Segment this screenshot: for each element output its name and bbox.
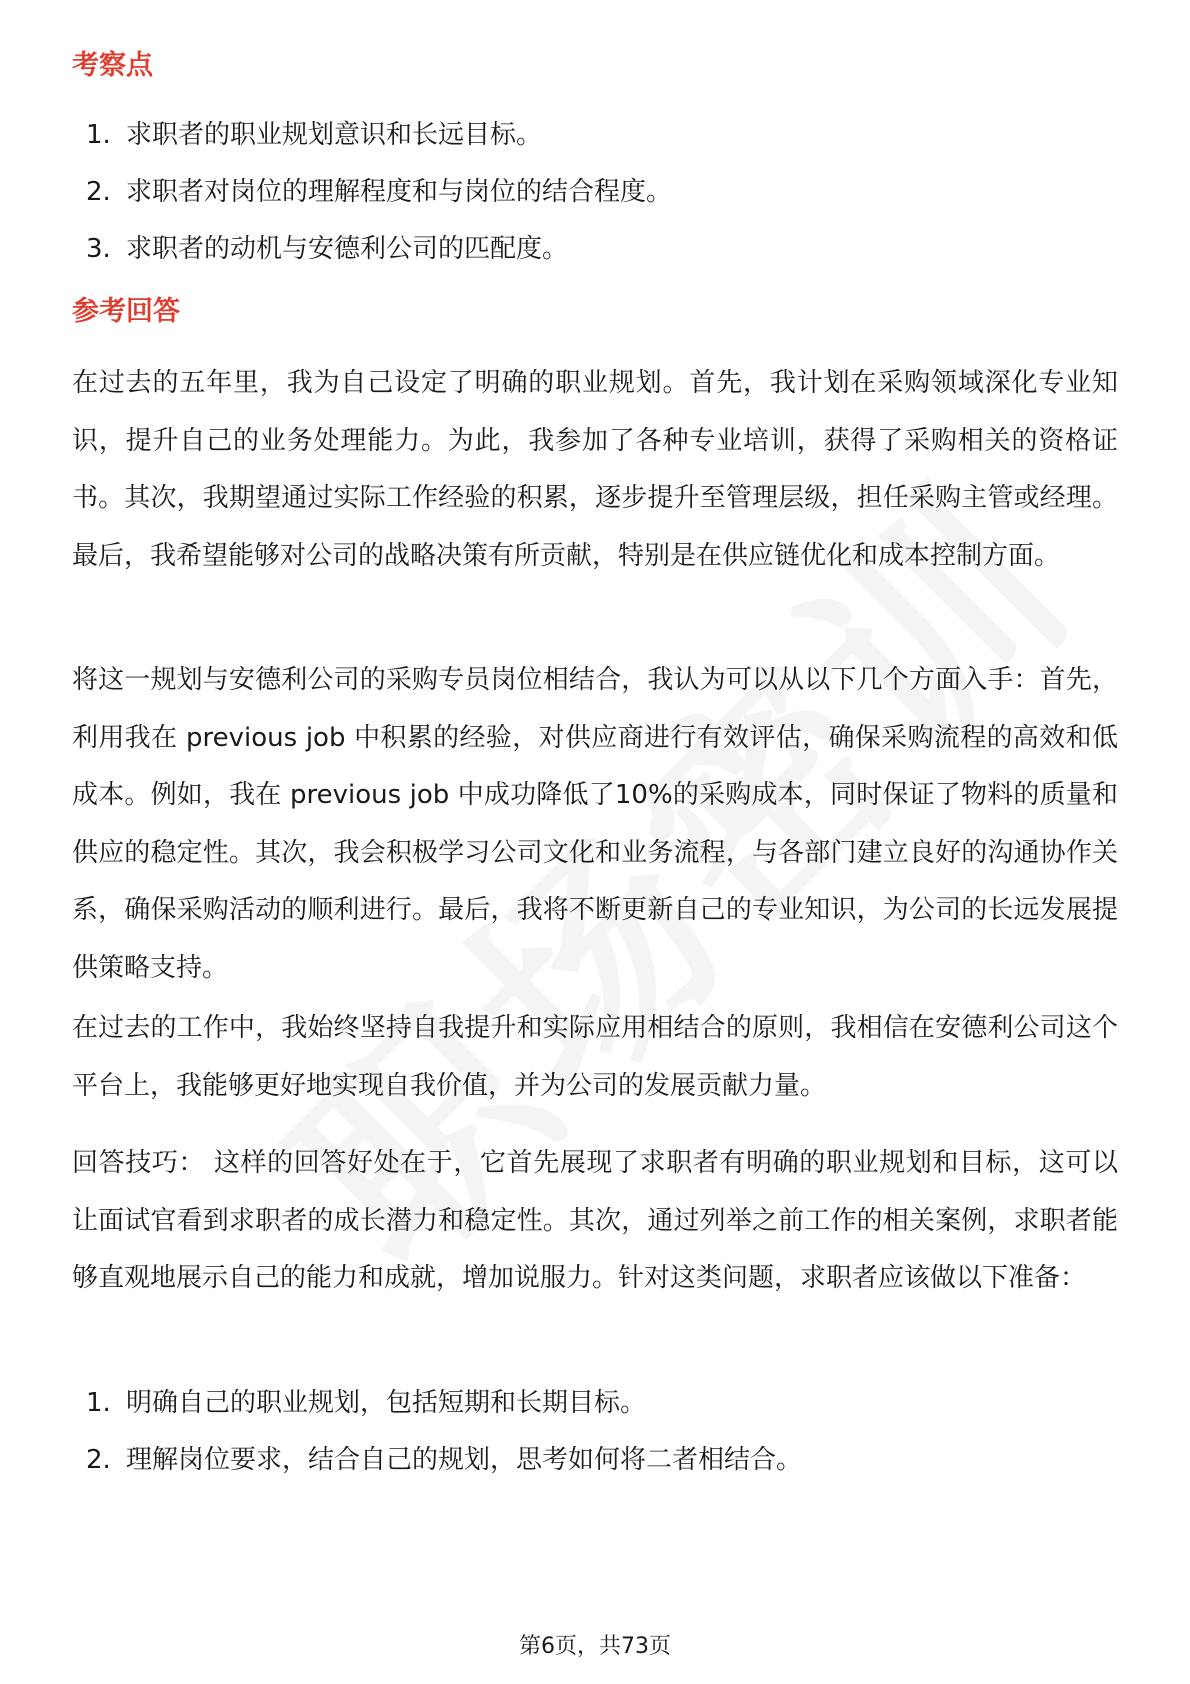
points-list xyxy=(72,107,1118,278)
tips-paragraph: 回答技巧： 这样的回答好处在于，它首先展现了求职者有明确的职业规划和目标，这可以让面试官看到求职者的成长潜力和稳定性。其次，通过列举之前工作的相关案例，求职者能够直观地展示自己的能力和成就，增加说服力。针对这类问题，求职者应该做以下准备： xyxy=(72,1148,1118,1294)
list-item xyxy=(72,1375,1118,1432)
points-heading: 考察点 xyxy=(72,50,153,81)
answer-paragraph-2: 将这一规划与安德利公司的采购专员岗位相结合，我认为可以从以下几个方面入手：首先，利用我在 previous job 中积累的经验，对供应商进行有效评估，确保采购流程的高效和低成本。例如，我在 previous job 中成功降低了10%的采购成本，同时保证了物料的质量和供应的稳定性。其次，我会积极学习公司文化和业务流程，与各部门建立良好的沟通协作关系，确保采购活动的顺利进行。最后，我将不断更新自己的专业知识，为公司的长远发展提供策略支持。 xyxy=(72,665,1118,983)
list-number: 1. xyxy=(86,1388,111,1418)
list-item xyxy=(72,107,1118,164)
list-item xyxy=(72,221,1118,278)
list-text: 明确自己的职业规划，包括短期和长期目标。 xyxy=(126,1388,647,1418)
list-text: 求职者对岗位的理解程度和与岗位的结合程度。 xyxy=(126,177,673,207)
tips-list xyxy=(72,1375,1118,1489)
list-text: 理解岗位要求，结合自己的规划，思考如何将二者相结合。 xyxy=(126,1445,803,1475)
page-footer: 第6页，共73页 xyxy=(519,1634,671,1659)
answer-paragraph-3: 在过去的工作中，我始终坚持自我提升和实际应用相结合的原则，我相信在安德利公司这个平台上，我能够更好地实现自我价值，并为公司的发展贡献力量。 xyxy=(72,1013,1118,1101)
list-item xyxy=(72,164,1118,221)
answer-heading: 参考回答 xyxy=(72,296,180,327)
list-item xyxy=(72,1432,1118,1489)
list-number: 3. xyxy=(86,234,111,264)
list-number: 1. xyxy=(86,120,111,150)
list-text: 求职者的职业规划意识和长远目标。 xyxy=(126,120,543,150)
list-number: 2. xyxy=(86,1445,111,1475)
list-text: 求职者的动机与安德利公司的匹配度。 xyxy=(126,234,569,264)
list-number: 2. xyxy=(86,177,111,207)
answer-paragraph-1: 在过去的五年里，我为自己设定了明确的职业规划。首先，我计划在采购领域深化专业知识，提升自己的业务处理能力。为此，我参加了各种专业培训，获得了采购相关的资格证书。其次，我期望通过实际工作经验的积累，逐步提升至管理层级，担任采购主管或经理。最后，我希望能够对公司的战略决策有所贡献，特别是在供应链优化和成本控制方面。 xyxy=(72,368,1118,571)
